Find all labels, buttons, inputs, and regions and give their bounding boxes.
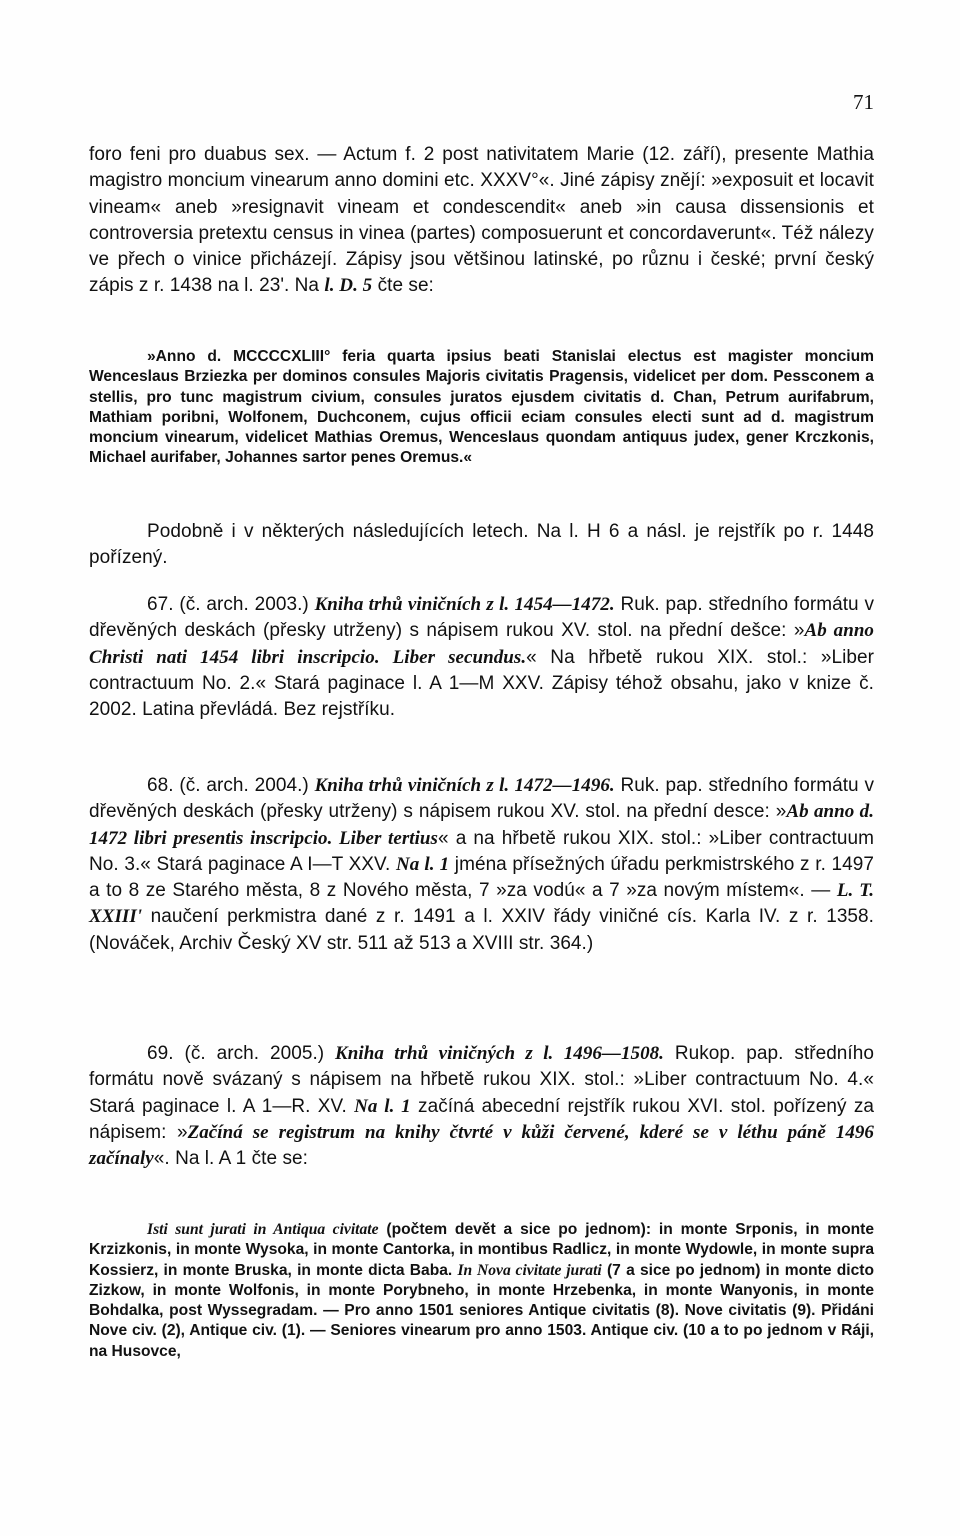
text-run: (7 a sice po jednom) in monte dicto Zizkow, in monte Wolfonis, in monte Porybneho, in monte Hrzebenka, in monte Wanyonis, in monte Bohdalka, post Wyssegradam. — Pro anno 1501 seniores Antique civitatis (8). Nove civitatis (9). Přidáni Nove civ. (2), Antique civ. (1). — Seniores vinearum pro anno 1503. Antique civ. (10 a to po jednom v Ráji, na Husovce, [89, 1261, 875, 1360]
text-run: čte se: [372, 275, 434, 297]
text-run: « Na hřbetě rukou XIX. stol.: »Liber contractuum No. 2.« Stará paginace l. A 1—M XXV. Zápisy téhož obsahu, jako v knize č. 2002. Latina převládá. Bez rejstříku. [89, 646, 874, 721]
text-run: začíná abecední rejstřík rukou XVI. stol. pořízený za nápisem: » [89, 1095, 874, 1143]
text-run: foro feni pro duabus sex. — Actum f. 2 post nativitatem Marie (12. září), presente Mathia magistro moncium vinearum anno domini etc. XXXV°«. Jiné zápisy znějí: »exposuit et locavit vineam« aneb »resignavit vineam et condescendit« aneb »in causa dissensionis et controversia pretextu census in vinea (partes) composuerunt et concordaverunt«. Též nálezy ve přech o vinice přicházejí. Zápisy jsou většinou latinské, po různu i české; první český zápis z r. 1438 na l. 23'. Na [89, 144, 874, 297]
text-run: Rukop. pap. středního formátu nově svázaný s nápisem na hřbetě rukou XIX. stol.: »Liber contractuum No. 4.« Stará paginace l. A 1—R. XV. [89, 1043, 874, 1117]
italic-run: Na l. 1 [395, 853, 450, 875]
text-run: (počtem devět a sice po jednom): in monte Srponis, in monte Krzizkonis, in monte Wysoka, in monte Cantorka, in montibus Radlicz, in monte Wydowle, in monte supra Kossierz, in monte Bruska, in monte dicta Baba. [89, 1221, 874, 1279]
text-run: Podobně i v některých následujících letech. Na l. H 6 a násl. je rejstřík po r. 1448 pořízený. [89, 521, 874, 569]
text-run: jména přísežných úřadu perkmistrského z r. 1497 a to 8 ze Starého města, 8 z Nového města, 7 »za vodú« a 7 »za novým místem«. — [89, 853, 874, 902]
text-run: «. Na l. A 1 čte se: [153, 1148, 308, 1170]
paragraph-p1 [89, 142, 874, 300]
italic-run: Ab anno Christi nati 1454 libri inscripcio. Liber secundus. [89, 620, 874, 668]
italic-run: L. T. XXIII' [89, 880, 874, 928]
text-run: 69. (č. arch. 2005.) [147, 1043, 336, 1064]
italic-run: l. D. 5 [324, 275, 373, 297]
italic-run: In Nova civitate jurati [457, 1261, 602, 1279]
italic-run: Ab anno d. 1472 libri presentis inscripcio. Liber tertius [89, 801, 874, 849]
italic-run: Kniha trhů viničních z l. 1472—1496. [314, 775, 615, 796]
text-run: naučení perkmistra dané z r. 1491 a l. XXIV řády viničné cís. Karla IV. z r. 1358. (Nováček, Archiv Český XV str. 511 až 513 a XVIII str. 364.) [89, 906, 874, 954]
italic-run: Začíná se registrum na knihy čtvrté v kůži červené, kderé se v léthu páně 1496 začínaly [89, 1121, 874, 1170]
italic-run: Kniha trhů viničných z l. 1496—1508. [335, 1043, 664, 1064]
text-run: 68. (č. arch. 2004.) [147, 775, 315, 796]
paragraph-p6 [89, 1041, 874, 1172]
text-run: »Anno d. MCCCCXLIII° feria quarta ipsius beati Stanislai electus est magister moncium Wenceslaus Brziezka per dominos consules Majoris civitatis Pragensis, videlicet per dom. Pessconem a stellis, pro tunc magistrum civium, consules juratos ejusdem civitatis d. Chan, Petrum aurifabrum, Mathiam poribni, Wolfonem, Duchconem, cujus officii eciam consules electi sunt ad d. magistrum moncium vinearum, videlicet Mathias Oremus, Wenceslaus quondam antiquus judex, gener Krczkonis, Michael aurifaber, Johannes sartor penes Oremus.« [89, 348, 874, 467]
text-run: 67. (č. arch. 2003.) [147, 594, 315, 615]
italic-run: Na l. 1 [354, 1095, 411, 1117]
paragraph-p4 [89, 592, 874, 723]
paragraph-p3 [89, 519, 874, 572]
quote-p2 [89, 347, 874, 469]
paragraph-p5 [89, 773, 874, 957]
italic-run: Isti sunt jurati in Antiqua civitate [147, 1221, 379, 1238]
quote-p7 [89, 1220, 874, 1362]
text-run: Ruk. pap. středního formátu v dřevěných deskách (přesky utrženy) s nápisem rukou XV. stol. na přední desce: » [89, 775, 874, 823]
text-run: Ruk. pap. středního formátu v dřevěných deskách (přesky utrženy) s nápisem rukou XV. stol. na přední dešce: » [89, 594, 874, 642]
text-run: « a na hřbetě rukou XIX. stol.: »Liber contractuum No. 3.« Stará paginace A I—T XXV. [89, 827, 874, 875]
italic-run: Kniha trhů viničních z l. 1454—1472. [314, 594, 615, 615]
page-number: 71 [853, 90, 874, 114]
